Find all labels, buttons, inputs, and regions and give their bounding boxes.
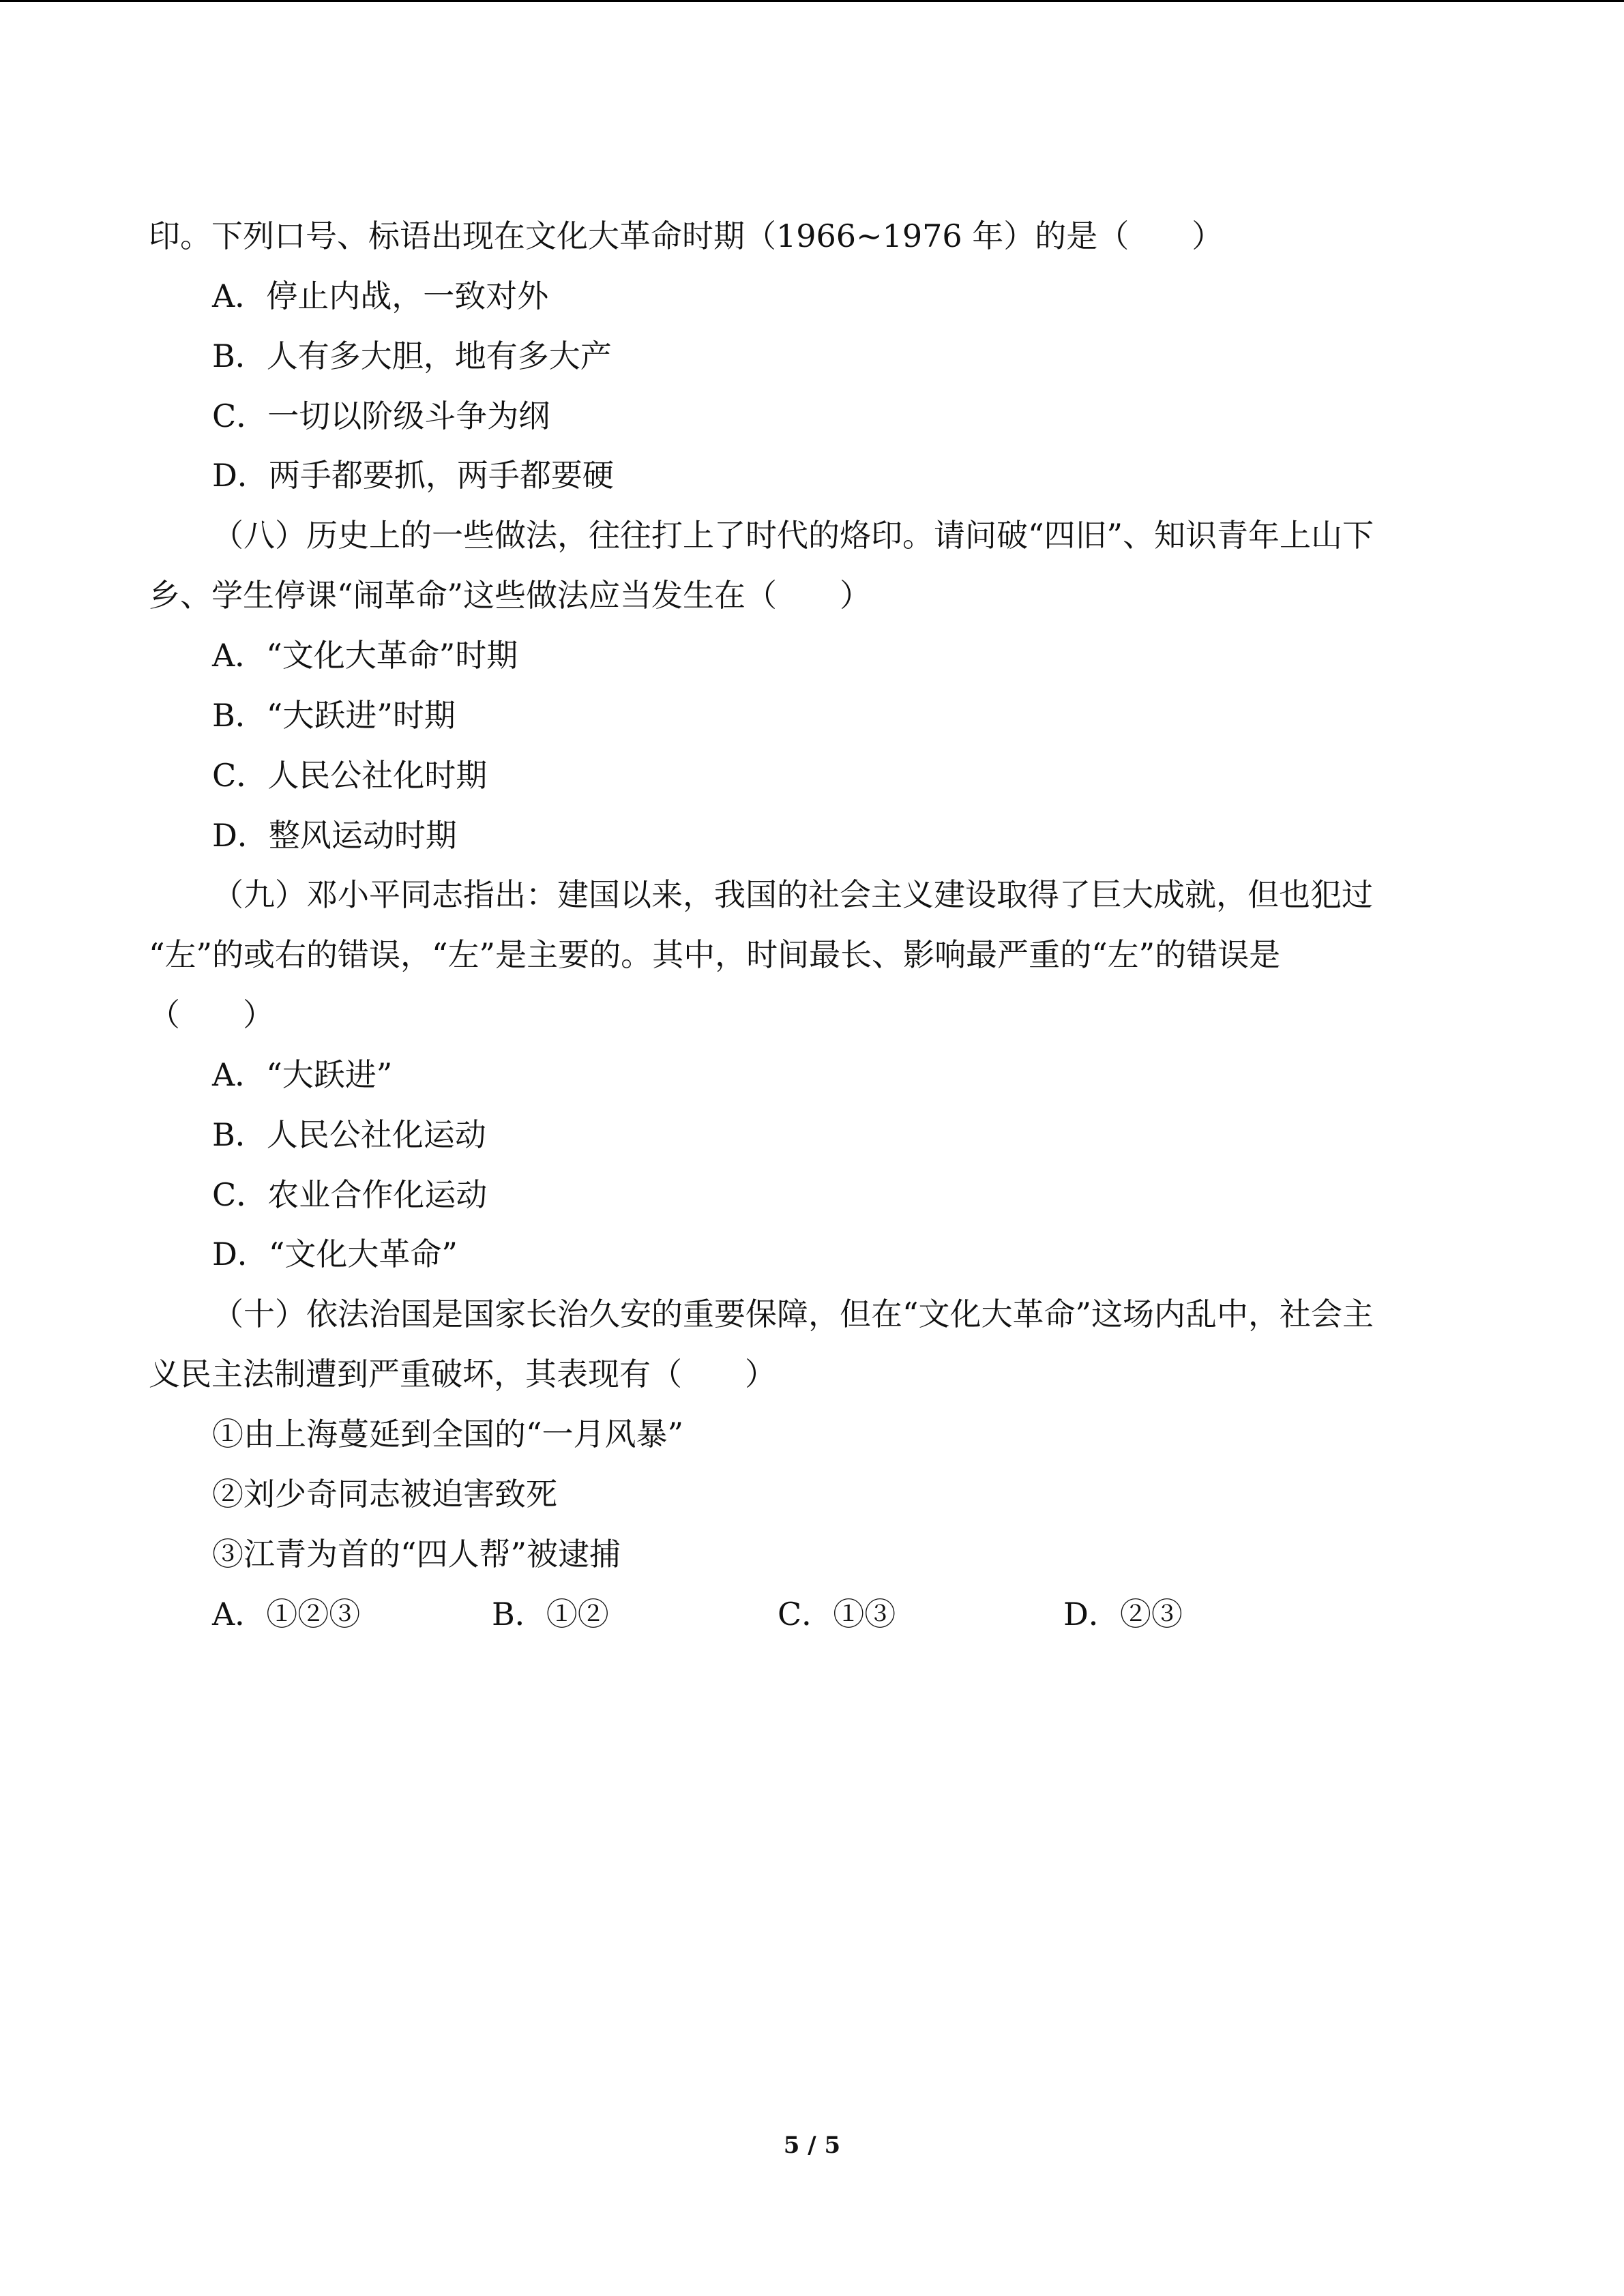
q10-option-c: C．①③: [778, 1596, 896, 1632]
top-border: [0, 0, 1624, 2]
q9-option-b: B．人民公社化运动: [212, 1116, 486, 1153]
q8-option-b: B．“大跃进”时期: [212, 697, 456, 734]
question-7-stem-end: 印。下列口号、标语出现在文化大革命时期（1966~1976 年）的是（ ）: [149, 218, 1224, 254]
question-10-stem-line-1: （十）依法治国是国家长治久安的重要保障，但在“文化大革命”这场内乱中，社会主: [212, 1296, 1374, 1332]
q10-item-3: ③江青为首的“四人帮”被逮捕: [212, 1536, 621, 1572]
q10-option-d: D．②③: [1063, 1596, 1183, 1632]
q7-option-b: B．人有多大胆，地有多大产: [212, 338, 612, 374]
question-8-stem-line-1: （八）历史上的一些做法，往往打上了时代的烙印。请问破“四旧”、知识青年上山下: [212, 517, 1374, 554]
page-number: 5 / 5: [783, 2132, 841, 2159]
q9-option-d: D．“文化大革命”: [212, 1236, 458, 1272]
q10-item-2: ②刘少奇同志被迫害致死: [212, 1476, 557, 1512]
question-9-stem-line-3: （ ）: [149, 996, 274, 1033]
q10-option-a: A．①②③: [212, 1596, 361, 1632]
question-9-stem-line-1: （九）邓小平同志指出：建国以来，我国的社会主义建设取得了巨大成就，但也犯过: [212, 876, 1373, 913]
q8-option-a: A．“文化大革命”时期: [212, 637, 518, 674]
q9-option-c: C．农业合作化运动: [212, 1176, 488, 1213]
question-9-stem-line-2: “左”的或右的错误，“左”是主要的。其中，时间最长、影响最严重的“左”的错误是: [149, 936, 1281, 973]
question-8-stem-line-2: 乡、学生停课“闹革命”这些做法应当发生在（ ）: [149, 577, 872, 614]
q8-option-d: D．整风运动时期: [212, 817, 457, 854]
q10-item-1: ①由上海蔓延到全国的“一月风暴”: [212, 1416, 684, 1452]
q8-option-c: C．人民公社化时期: [212, 757, 488, 794]
q10-option-b: B．①②: [492, 1596, 609, 1632]
q7-option-c: C．一切以阶级斗争为纲: [212, 398, 550, 434]
question-10-stem-line-2: 义民主法制遭到严重破坏，其表现有（ ）: [149, 1356, 776, 1392]
q7-option-a: A．停止内战，一致对外: [212, 278, 549, 314]
q7-option-d: D．两手都要抓，两手都要硬: [212, 457, 614, 494]
q9-option-a: A．“大跃进”: [212, 1056, 393, 1093]
